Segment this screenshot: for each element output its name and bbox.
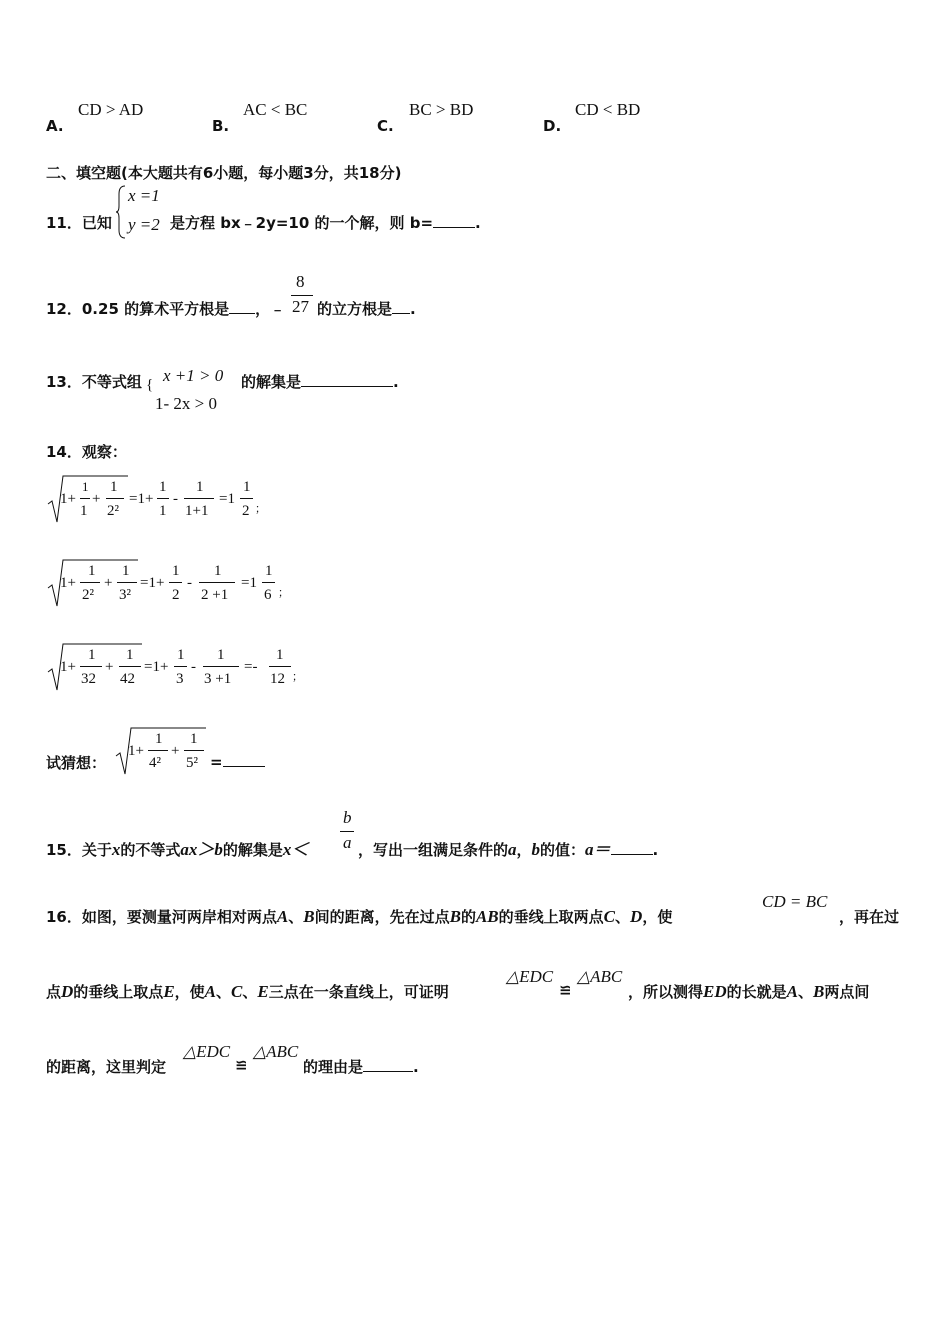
q15-ax-gt-b: ax＞b [180,840,223,859]
q14-line2-result: =1 [241,575,257,591]
q15-answer-blank[interactable] [611,840,653,855]
q14-line3-one: 1+ [60,659,76,675]
q14-guess-f1-den: 4² [149,755,161,771]
q15-comma: ， [516,841,532,859]
q14-line1-f1-den: 1 [80,503,88,519]
q16-point-e: E [163,982,175,1001]
q16-cd-eq-bc: CD = BC [762,892,828,911]
q14-line2-f4-num: 1 [214,563,222,579]
q16-number: 16．如图，要测量河两岸相对两点 [46,908,277,926]
q14-line1-f5-den: 2 [242,503,250,519]
q14-line2-f3-num: 1 [172,563,180,579]
q14-line1-f1-bar [80,498,90,499]
q16-triangle-abc-2: △ABC [253,1042,299,1061]
q12-frac-bar [291,295,313,296]
q11-brace [115,184,127,240]
q14-line3-f3-bar [174,666,187,667]
q16-text-14: 的理由是 [303,1058,364,1076]
option-b-letter: B. [212,117,230,135]
q16-point-c: C [603,907,616,926]
q16-answer-blank[interactable] [363,1057,413,1072]
q14-line3-end: ； [292,671,303,683]
q14-line1-f3-bar [157,498,169,499]
q15-var-a: a [508,840,517,859]
q16-text-1: 间的距离，先在过点 [314,908,450,926]
q16-end: . [413,1058,419,1076]
q12-text-2 [317,298,416,319]
q14-line1-result: =1 [219,491,235,507]
q14-line1-f4-bar [184,498,214,499]
q15-frac-num: b [343,808,352,827]
option-b-expr: AC < BC [243,100,308,119]
q14-line2-f4-den: 2 +1 [201,587,229,603]
q16-dun-5: 、 [798,983,814,1001]
q14-guess-f2-num: 1 [190,731,198,747]
q16-triangle-edc-2: △EDC [183,1042,231,1061]
q14-line1-f5-bar [240,498,253,499]
q14-guess-f1-num: 1 [155,731,163,747]
q14-line1-end: ； [255,503,266,515]
q14-line2-f3-den: 2 [172,587,180,603]
q14-line2-plus: + [104,575,113,591]
q14-line2-f2-num: 1 [122,563,130,579]
q15-part2 [358,835,658,860]
q16-text-5: ，再在过 [839,908,900,926]
q16-text-12: 两点间 [824,983,870,1001]
q15-a-eq: a＝ [585,840,611,859]
q16-line2-tail [628,981,869,1002]
q14-line3-eq: =1+ [144,659,169,675]
option-d-expr: CD < BD [575,100,641,119]
q14-line3-f3-den: 3 [176,671,184,687]
q13-number: 13．不等式组 [46,373,142,391]
q14-line1-f4-num: 1 [196,479,204,495]
q12-frac-num: 8 [296,272,305,291]
q14-line3-f2-num: 1 [126,647,134,663]
q14-line1-f3-den: 1 [159,503,167,519]
q16-dun-4: 、 [242,983,258,1001]
q16-point-e-2: E [257,982,269,1001]
q16-point-b: B [303,907,315,926]
q14-line3-f1-bar [80,666,102,667]
q14-line1-f3-num: 1 [159,479,167,495]
q16-text-6: 点 [46,983,62,1001]
q14-guess-f2-bar [184,750,204,751]
option-a-letter: A. [46,117,64,135]
q14-guess-label: 试猜想： [46,754,107,772]
q13-ineq1 [163,366,223,386]
q14-line2-f5-bar [262,582,275,583]
q16-text-13: 的距离，这里判定 [46,1058,167,1076]
q14-line2-f3-bar [169,582,182,583]
q15-frac-bar [340,831,354,832]
q14-guess-f2-den: 5² [186,755,198,771]
q14-line3-f5-num: 1 [276,647,284,663]
q14-line2-f4-bar [199,582,235,583]
q13-answer-blank[interactable] [301,372,393,387]
q14-line2-end: ； [278,587,289,599]
q13-ineq1-text: x +1 > 0 [163,366,224,385]
q16-point-a-2: A [204,982,217,1001]
q11-eq2: y =2 [128,215,160,234]
q16-line1 [46,906,672,927]
option-a-expr: CD > AD [78,100,144,119]
q12-text [46,298,285,319]
q13-statement: 的解集是 [241,373,302,391]
q14-line2-f1-den: 2² [82,587,94,603]
q16-text-11: 的长就是 [726,983,787,1001]
q16-triangle-edc: △EDC [506,967,554,986]
q16-point-d-2: D [61,982,74,1001]
q14-line1-f2-num: 1 [110,479,118,495]
q14-line1-f4-den: 1+1 [185,503,209,519]
q14-line1-f2-bar [106,498,124,499]
q12-blank-1[interactable] [229,299,255,314]
q14-guess-f1-bar [148,750,168,751]
q14-line3-plus: + [105,659,114,675]
q16-line2 [46,981,449,1002]
q14-line3-result: =- [244,659,258,675]
q14-line3-f4-den: 3 +1 [204,671,232,687]
q14-line3-f3-num: 1 [177,647,185,663]
q15-part1 [46,835,308,860]
q16-seg-ab: AB [475,907,499,926]
q16-dun-1: 、 [288,908,304,926]
q14-line2-one: 1+ [60,575,76,591]
q15-var-b: b [531,840,541,859]
q11-eq1: x =1 [128,186,160,205]
q12-separator: ，﹣ [255,300,286,318]
q13-brace: { [146,377,154,393]
q14-line2-f5-num: 1 [265,563,273,579]
q12-blank-2[interactable] [392,299,410,314]
q11-number: 11．已知 [46,214,112,232]
q14-guess-one: 1+ [128,743,144,759]
q14-number: 14．观察： [46,443,127,461]
q14-line2-eq: =1+ [140,575,165,591]
option-c-letter: C. [377,117,394,135]
q14-line3-f1-num: 1 [88,647,96,663]
q14-line2-f1-num: 1 [88,563,96,579]
q16-line3-tail [303,1056,419,1077]
q14-line3-f4-bar [203,666,239,667]
q15-text-2: 的解集是 [222,841,283,859]
section-heading: 二、填空题(本大题共有6小题，每小题3分，共18分) [46,164,402,182]
q14-line3-f5-den: 12 [270,671,285,687]
q13-text [241,371,399,392]
q14-line3-f1-den: 32 [81,671,96,687]
q14-line1-eq: =1+ [129,491,154,507]
q11-statement: 是方程 bx﹣2y=10 的一个解，则 b= [170,214,434,232]
q14-line2-minus: - [187,575,192,591]
q15-text-4: 的值： [540,841,586,859]
q16-text-8: ，使 [174,983,205,1001]
q12-end: . [410,300,416,318]
q14-answer-blank[interactable] [223,752,265,767]
q15-frac-den: a [343,833,352,852]
q14-line3-f2-bar [119,666,141,667]
q11-text [170,212,481,233]
q15-x-lt: x＜ [282,840,309,859]
q16-text-10: ，所以测得 [628,983,704,1001]
q16-point-d: D [630,907,643,926]
q14-line3-minus: - [191,659,196,675]
q16-point-b-2: B [449,907,461,926]
q14-line1-plus: + [92,491,101,507]
q16-text-7: 的垂线上取点 [73,983,164,1001]
q12-statement: 12．0.25 的算术平方根是 [46,300,230,318]
q16-text-2: 的 [460,908,476,926]
q15-end: . [652,841,659,859]
option-c-expr: BC > BD [409,100,474,119]
q16-congruent-2: ≌ [235,1056,248,1074]
q14-guess-eq: = [210,753,223,771]
q14-line2-f5-den: 6 [264,587,272,603]
q16-dun-3: 、 [216,983,232,1001]
q14-line2-f1-bar [80,582,100,583]
q14-line3-f5-bar [269,666,291,667]
q16-point-a-3: A [786,982,798,1001]
q14-line1-f5-num: 1 [243,479,251,495]
q12-statement-2: 的立方根是 [317,300,393,318]
q14-guess-plus: + [171,743,180,759]
q15-var-x: x [111,840,121,859]
q16-point-b-3: B [813,982,825,1001]
q12-frac-den: 27 [292,297,309,316]
q16-triangle-abc: △ABC [577,967,623,986]
q16-point-c-2: C [231,982,243,1001]
q14-line1-f1-num: 1 [82,479,89,494]
option-d-letter: D. [543,117,562,135]
q14-line2-f2-bar [117,582,137,583]
q16-text-9: 三点在一条直线上，可证明 [268,983,449,1001]
q15-text-1: 的不等式 [120,841,181,859]
q16-point-a: A [276,907,289,926]
q16-text-4: ，使 [642,908,673,926]
q14-line3-f2-den: 42 [120,671,135,687]
q16-text-3: 的垂线上取两点 [498,908,604,926]
q13-end: . [393,373,399,391]
q16-congruent: ≌ [559,981,572,999]
q11-answer-blank[interactable] [433,213,475,228]
q15-number: 15．关于 [46,841,112,859]
q14-line1-f2-den: 2² [107,503,119,519]
q11-end: . [475,214,481,232]
q16-seg-ed: ED [703,982,727,1001]
q16-dun-2: 、 [615,908,631,926]
q13-ineq2: 1- 2x > 0 [155,394,217,413]
q14-line2-f2-den: 3² [119,587,131,603]
q14-line3-f4-num: 1 [217,647,225,663]
q14-line1-minus: - [173,491,178,507]
q15-text-3: ，写出一组满足条件的 [358,841,509,859]
q14-line1-one: 1+ [60,491,76,507]
q14-guess-tail [210,752,265,771]
